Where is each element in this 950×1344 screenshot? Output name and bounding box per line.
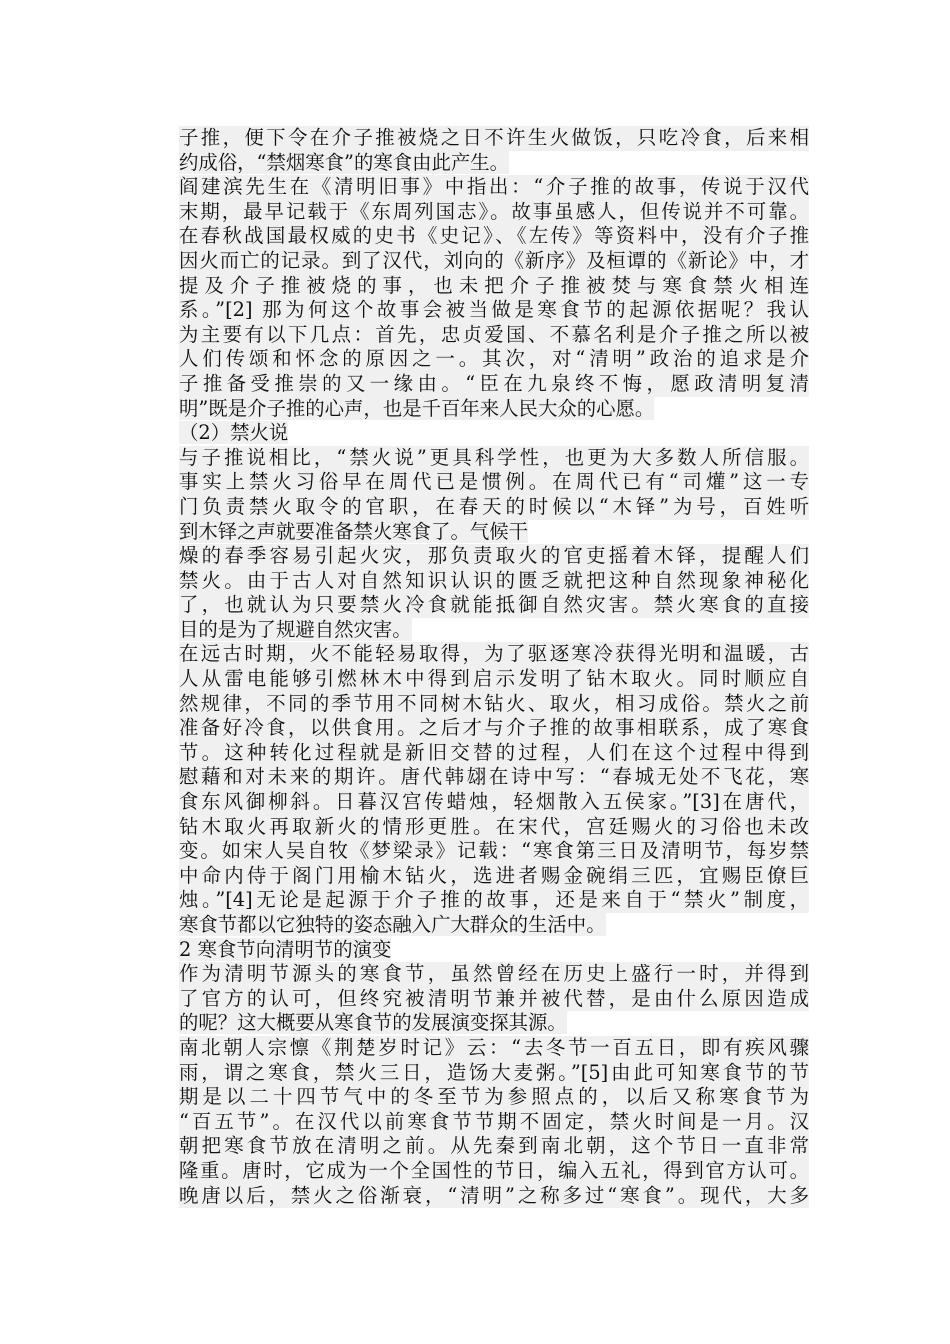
paragraph: [179, 544, 809, 642]
text-line: （2）禁火说: [179, 421, 289, 445]
text-line: 隆重。唐时，它成为一个全国性的节日，编入五礼，得到官方认可。: [179, 1158, 809, 1182]
text-line: 目的是为了规避自然灾害。: [179, 617, 412, 641]
paragraph: [179, 1036, 809, 1208]
text-line: 人们传颂和怀念的原因之一。其次，对“清明”政治的追求是介: [179, 347, 809, 371]
text-line: 变。如宋人吴自牧《梦梁录》记载：“寒食第三日及清明节，每岁禁: [179, 839, 809, 863]
text-line: 约成俗，“禁烟寒食”的寒食由此产生。: [179, 150, 510, 174]
paragraph: [179, 642, 809, 937]
text-line: 燥的春季容易引起火灾，那负责取火的官吏摇着木铎，提醒人们: [179, 544, 809, 568]
text-line: 末期，最早记载于《东周列国志》。故事虽感人，但传说并不可靠。: [179, 199, 809, 223]
text-line: 系。”[2] 那为何这个故事会被当做是寒食节的起源依据呢？我认: [179, 298, 809, 322]
text-line: 在远古时期，火不能轻易取得，为了驱逐寒冷获得光明和温暖，古: [179, 642, 809, 666]
text-line: 子推，便下令在介子推被烧之日不许生火做饭，只吃冷食，后来相: [179, 126, 809, 149]
paragraph: [179, 126, 809, 175]
text-line: 阎建滨先生在《清明旧事》中指出：“介子推的故事，传说于汉代: [179, 175, 809, 199]
section-heading: [179, 421, 809, 446]
section-heading: [179, 938, 809, 963]
text-line: 事实上禁火习俗早在周代已是惯例。在周代已有“司爟”这一专: [179, 470, 809, 494]
text-line: 人从雷电能够引燃林木中得到启示发明了钻木取火。同时顺应自: [179, 667, 809, 691]
text-line: 朝把寒食节放在清明之前。从先秦到南北朝，这个节日一直非常: [179, 1134, 809, 1158]
document-page: [179, 126, 809, 1208]
text-line: 的呢？这大概要从寒食节的发展演变探其源。: [179, 1011, 567, 1035]
text-line: 慰藉和对未来的期许。唐代韩翃在诗中写：“春城无处不飞花，寒: [179, 765, 809, 789]
text-line: 为主要有以下几点：首先，忠贞爱国、不慕名利是介子推之所以被: [179, 322, 809, 346]
text-line: 了官方的认可，但终究被清明节兼并被代替，是由什么原因造成: [179, 986, 809, 1010]
text-line: 因火而亡的记录。到了汉代，刘向的《新序》及桓谭的《新论》中，才: [179, 248, 809, 272]
text-line: 到木铎之声就要准备禁火寒食了。气候干: [179, 519, 529, 543]
text-line: 门负责禁火取令的官职，在春天的时候以“木铎”为号，百姓听: [179, 494, 809, 518]
text-line: 寒食节都以它独特的姿态融入广大群众的生活中。: [179, 913, 606, 936]
text-line: 准备好冷食，以供食用。之后才与介子推的故事相联系，成了寒食: [179, 716, 809, 740]
text-line: 作为清明节源头的寒食节，虽然曾经在历史上盛行一时，并得到: [179, 962, 809, 986]
text-line: 节。这种转化过程就是新旧交替的过程，人们在这个过程中得到: [179, 740, 809, 764]
text-line: 钻木取火再取新火的情形更胜。在宋代，宫廷赐火的习俗也未改: [179, 814, 809, 838]
paragraph: [179, 962, 809, 1036]
paragraph: [179, 446, 809, 544]
text-line: 食东风御柳斜。日暮汉宫传蜡烛，轻烟散入五侯家。”[3]在唐代，: [179, 790, 809, 814]
text-line: 南北朝人宗懔《荆楚岁时记》云：“去冬节一百五日，即有疾风骤: [179, 1035, 809, 1059]
text-line: “百五节”。在汉代以前寒食节节期不固定，禁火时间是一月。汉: [179, 1109, 809, 1133]
text-line: 在春秋战国最权威的史书《史记》、《左传》等资料中，没有介子推: [179, 224, 809, 248]
paragraph: [179, 175, 809, 421]
text-line: 中命内侍于阁门用榆木钻火，选进者赐金碗绢三匹，宜赐臣僚巨: [179, 863, 809, 887]
text-line: 禁火。由于古人对自然知识认识的匮乏就把这种自然现象神秘化: [179, 568, 809, 592]
text-line: 2 寒食节向清明节的演变: [179, 937, 392, 961]
text-line: 期是以二十四节气中的冬至节为参照点的，以后又称寒食节为: [179, 1085, 809, 1109]
text-line: 烛。”[4]无论是起源于介子推的故事，还是来自于“禁火”制度，: [179, 888, 809, 912]
text-line: 与子推说相比，“禁火说”更具科学性，也更为大多数人所信服。: [179, 445, 809, 469]
text-line: 雨，谓之寒食，禁火三日，造饧大麦粥。”[5]由此可知寒食节的节: [179, 1060, 809, 1084]
text-line: 提及介子推被烧的事，也未把介子推被焚与寒食禁火相连: [179, 273, 809, 297]
text-line: 子推备受推崇的又一缘由。“臣在九泉终不悔，愿政清明复清: [179, 371, 809, 395]
text-line: 明”既是介子推的心声，也是千百年来人民大众的心愿。: [179, 396, 655, 420]
text-line: 晚唐以后，禁火之俗渐衰，“清明”之称多过“寒食”。现代，大多: [179, 1183, 809, 1207]
text-line: 了，也就认为只要禁火冷食就能抵御自然灾害。禁火寒食的直接: [179, 593, 809, 617]
text-line: 然规律，不同的季节用不同树木钻火、取火，相习成俗。禁火之前: [179, 691, 809, 715]
